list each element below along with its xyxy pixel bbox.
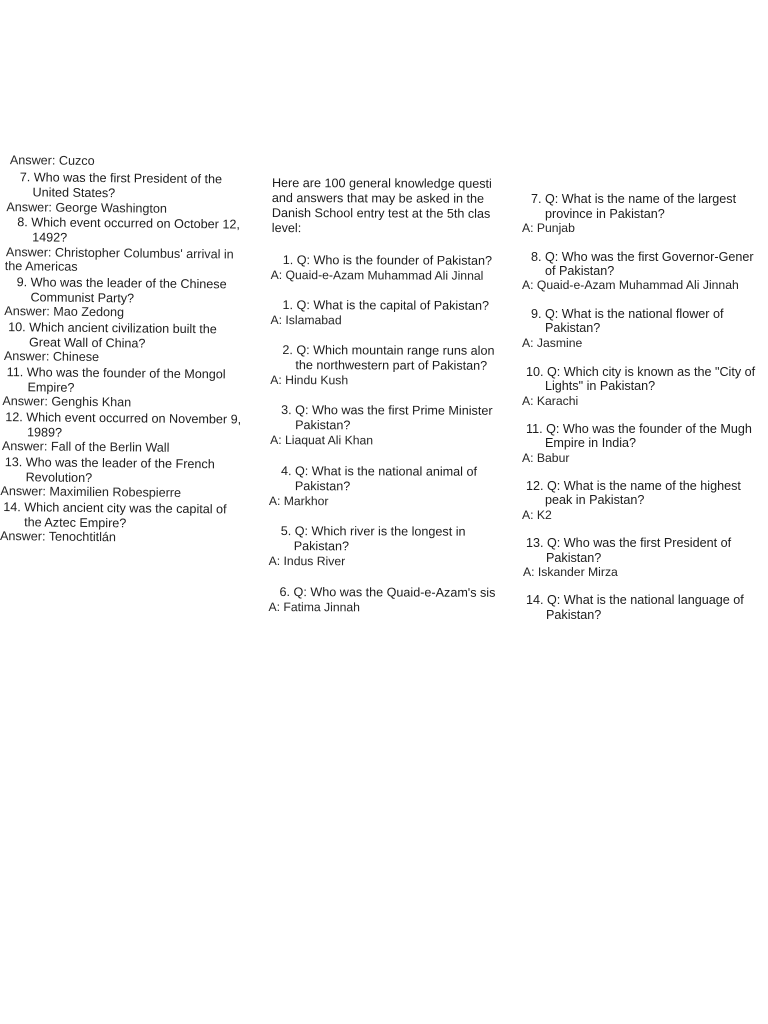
answer-line: A: Iskander Mirza — [523, 565, 618, 579]
answer-line: A: Markhor — [268, 493, 329, 509]
question-line: 8. Q: Who was the first Governor-Gener — [531, 250, 754, 264]
answer-line: A: Karachi — [522, 394, 579, 408]
answer-line: Answer: Genghis Khan — [2, 394, 132, 410]
question-line: Communist Party? — [30, 290, 135, 306]
answer-line: Answer: George Washington — [6, 200, 168, 216]
answer-line: Answer: Maximilien Robespierre — [0, 484, 182, 500]
answer-line: A: Quaid-e-Azam Muhammad Ali Jinnah — [522, 278, 739, 292]
question-line: Pakistan? — [545, 321, 601, 335]
question-line: 1. Q: Who is the founder of Pakistan? — [282, 253, 493, 268]
question-line: Pakistan? — [546, 551, 602, 565]
question-line: 3. Q: Who was the first Prime Minister — [281, 403, 493, 418]
answer-line: Answer: Chinese — [3, 349, 100, 365]
answer-line: the Americas — [4, 259, 78, 274]
question-line: the northwestern part of Pakistan? — [295, 358, 488, 373]
question-line: 8. Which event occurred on October 12, — [17, 215, 240, 232]
question-line: of Pakistan? — [545, 264, 615, 278]
question-line: and answers that may be asked in the — [271, 191, 485, 206]
question-line: 9. Who was the leader of the Chinese — [16, 275, 227, 292]
question-line: province in Pakistan? — [545, 207, 665, 221]
answer-line: A: Punjab — [522, 221, 575, 235]
answer-line: A: Jasmine — [522, 336, 583, 350]
answer-line: A: Fatima Jinnah — [268, 599, 360, 615]
answer-line: A: K2 — [522, 508, 552, 522]
history-qa-column — [0, 153, 262, 556]
answer-line: A: Islamabad — [270, 313, 342, 328]
question-line: 12. Which event occurred on November 9, — [5, 410, 242, 427]
question-line: Pakistan? — [546, 608, 602, 622]
answer-line: A: Liaquat Ali Khan — [270, 433, 374, 448]
question-line: 5. Q: Which river is the longest in — [280, 524, 466, 539]
question-line: 1989? — [27, 425, 63, 440]
answer-line: A: Quaid-e-Azam Muhammad Ali Jinnal — [270, 268, 484, 283]
answer-line: A: Hindu Kush — [270, 373, 349, 388]
question-line: the Aztec Empire? — [24, 515, 127, 531]
question-line: 12. Q: What is the name of the highest — [526, 479, 741, 493]
answer-line: Answer: Mao Zedong — [4, 304, 125, 320]
question-line: 9. Q: What is the national flower of — [531, 307, 724, 321]
question-line: Here are 100 general knowledge questi — [271, 176, 492, 191]
question-line: Empire? — [27, 380, 75, 395]
question-line: 14. Q: What is the national language of — [526, 593, 744, 607]
question-line: Pakistan? — [294, 479, 351, 494]
question-line: 10. Q: Which city is known as the "City of — [526, 365, 756, 379]
question-line: 4. Q: What is the national animal of — [280, 464, 478, 479]
question-line: 13. Q: Who was the first President of — [526, 536, 732, 550]
question-line: Pakistan? — [293, 539, 350, 554]
question-line: 7. Who was the first President of the — [19, 170, 223, 187]
question-line: Danish School entry test at the 5th clas — [271, 206, 491, 221]
answer-line: Answer: Fall of the Berlin Wall — [1, 439, 170, 455]
question-line: 13. Who was the leader of the French — [4, 455, 215, 472]
question-line: 10. Which ancient civilization built the — [8, 320, 217, 337]
question-line: 14. Which ancient city was the capital of — [3, 500, 227, 517]
answer-line: Answer: Christopher Columbus' arrival in — [5, 245, 234, 262]
question-line: Pakistan? — [295, 418, 351, 433]
question-line: Empire in India? — [545, 436, 637, 450]
question-line: 7. Q: What is the name of the largest — [531, 192, 737, 206]
answer-line: A: Indus River — [268, 553, 346, 569]
question-line: United States? — [32, 185, 116, 201]
question-line: 6. Q: Who was the Quaid-e-Azam's sis — [279, 585, 496, 600]
question-line: 11. Who was the founder of the Mongol — [6, 365, 226, 382]
answer-line: Answer: Cuzco — [9, 153, 95, 168]
question-line: level: — [271, 221, 302, 236]
answer-line: Answer: Tenochtitlán — [0, 529, 117, 545]
question-line: peak in Pakistan? — [545, 493, 645, 507]
question-line: 2. Q: Which mountain range runs alon — [282, 343, 495, 358]
question-line: Revolution? — [25, 470, 93, 485]
question-line: 1. Q: What is the capital of Pakistan? — [282, 298, 490, 313]
pakistan-qa-column-2 — [521, 190, 768, 630]
question-line: Great Wall of China? — [28, 335, 146, 351]
pakistan-qa-column-1 — [268, 176, 506, 617]
question-line: Lights" in Pakistan? — [545, 379, 656, 393]
answer-line: A: Babur — [522, 451, 570, 465]
question-line: 1492? — [32, 230, 68, 245]
question-line: 11. Q: Who was the founder of the Mugh — [526, 422, 752, 436]
